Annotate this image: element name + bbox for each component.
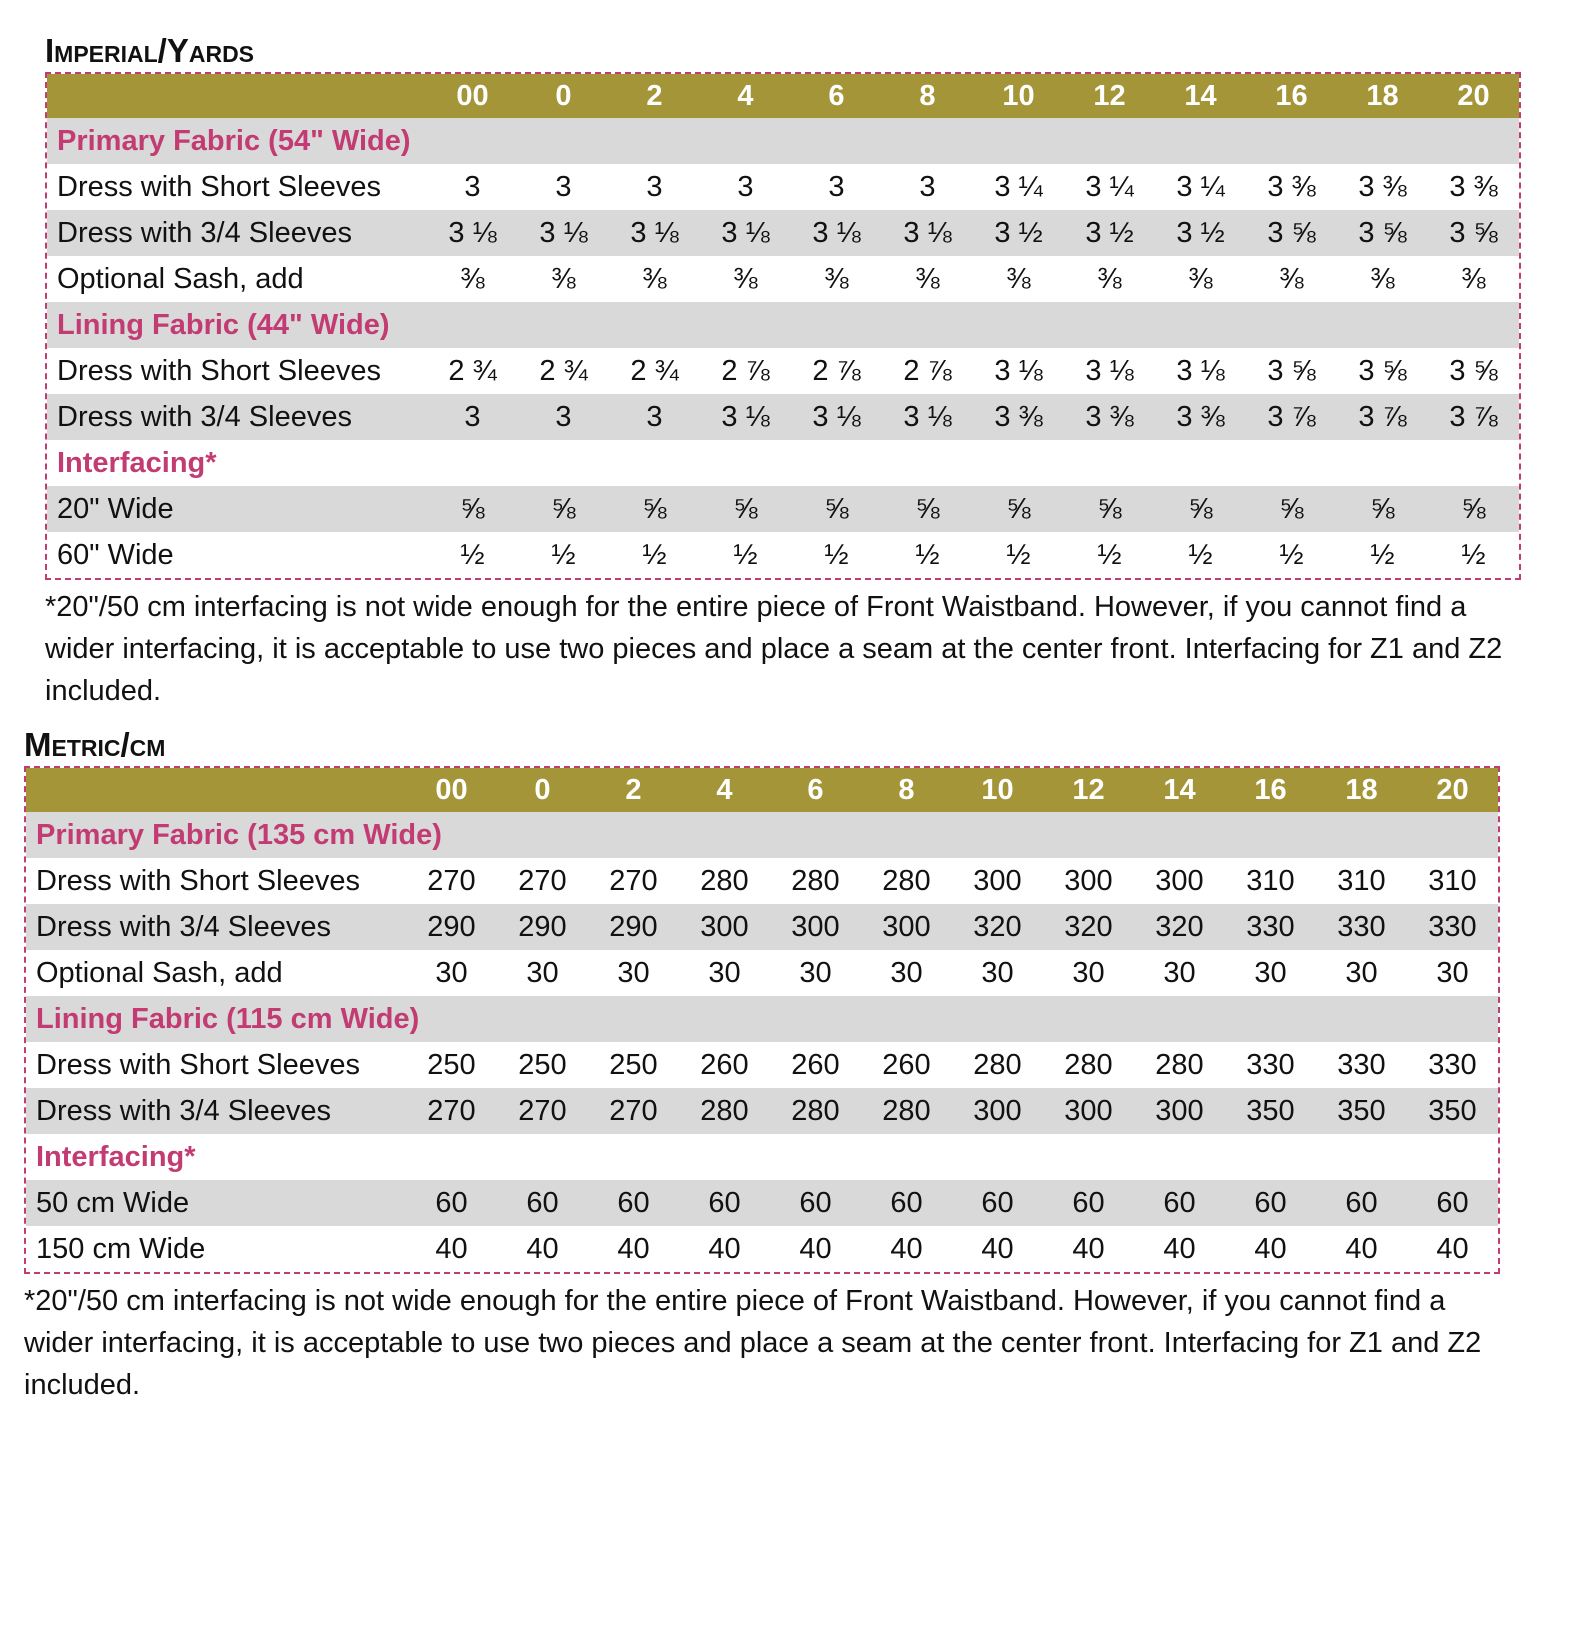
- yardage-cell: ⅝: [427, 486, 518, 532]
- yardage-cell: 2 ⅞: [700, 348, 791, 394]
- yardage-cell: ⅜: [973, 256, 1064, 302]
- yardage-cell: 60: [1407, 1180, 1498, 1226]
- imperial-yardage-table: [47, 74, 1519, 578]
- yardage-cell: 3 ⅞: [1337, 394, 1428, 440]
- yardage-cell: 280: [679, 858, 770, 904]
- yardage-cell: ½: [973, 532, 1064, 578]
- yardage-cell: 3: [700, 164, 791, 210]
- yardage-cell: 3 ⅞: [1246, 394, 1337, 440]
- yardage-cell: ½: [1428, 532, 1519, 578]
- size-header: 00: [427, 74, 518, 118]
- yardage-cell: 3 ½: [1064, 210, 1155, 256]
- yardage-cell: 2 ⅞: [882, 348, 973, 394]
- yardage-cell: 3 ⅛: [973, 348, 1064, 394]
- table-row: [26, 1088, 1498, 1134]
- yardage-cell: 320: [952, 904, 1043, 950]
- yardage-cell: ½: [1155, 532, 1246, 578]
- size-header: 6: [791, 74, 882, 118]
- yardage-cell: 3 ⅝: [1246, 210, 1337, 256]
- yardage-cell: ⅝: [1155, 486, 1246, 532]
- metric-title: Metric/cm: [24, 726, 166, 763]
- yardage-cell: ⅝: [1337, 486, 1428, 532]
- yardage-cell: 3: [427, 164, 518, 210]
- yardage-cell: 350: [1407, 1088, 1498, 1134]
- table-row: [47, 256, 1519, 302]
- row-label: 50 cm Wide: [26, 1180, 406, 1226]
- yardage-cell: ⅜: [427, 256, 518, 302]
- yardage-cell: 320: [1043, 904, 1134, 950]
- yardage-cell: ½: [700, 532, 791, 578]
- yardage-cell: 280: [861, 1088, 952, 1134]
- yardage-cell: 260: [861, 1042, 952, 1088]
- yardage-cell: 3 ⅛: [518, 210, 609, 256]
- yardage-cell: 270: [406, 1088, 497, 1134]
- yardage-cell: 3 ⅜: [1064, 394, 1155, 440]
- row-label: Dress with 3/4 Sleeves: [47, 394, 427, 440]
- yardage-cell: 2 ¾: [427, 348, 518, 394]
- yardage-cell: 310: [1225, 858, 1316, 904]
- yardage-cell: 3 ⅜: [973, 394, 1064, 440]
- yardage-cell: 30: [679, 950, 770, 996]
- fabric-group-label: Lining Fabric (44" Wide): [47, 302, 1519, 348]
- yardage-cell: 40: [1407, 1226, 1498, 1272]
- yardage-cell: 40: [952, 1226, 1043, 1272]
- yardage-cell: 3 ⅝: [1428, 348, 1519, 394]
- yardage-cell: 280: [1043, 1042, 1134, 1088]
- imperial-section: [45, 30, 1525, 712]
- fabric-group-row: [26, 996, 1498, 1042]
- fabric-group-row: [47, 118, 1519, 164]
- yardage-cell: 330: [1407, 1042, 1498, 1088]
- yardage-cell: 330: [1225, 904, 1316, 950]
- yardage-cell: 30: [497, 950, 588, 996]
- yardage-cell: 30: [952, 950, 1043, 996]
- yardage-cell: 3 ⅛: [791, 394, 882, 440]
- fabric-group-row: [26, 812, 1498, 858]
- yardage-cell: 310: [1316, 858, 1407, 904]
- row-label: 60" Wide: [47, 532, 427, 578]
- yardage-cell: 60: [588, 1180, 679, 1226]
- yardage-cell: 30: [861, 950, 952, 996]
- yardage-cell: ½: [1246, 532, 1337, 578]
- yardage-cell: 2 ¾: [609, 348, 700, 394]
- size-header: 6: [770, 768, 861, 812]
- imperial-footnote: *20"/50 cm interfacing is not wide enough for the entire piece of Front Waistband. However, if you cannot find a wider interfacing, it is acceptable to use two pieces and place a seam at the center front. Interfacing for Z1 and Z2 included.: [45, 591, 1503, 707]
- size-header-row: [26, 768, 1498, 812]
- size-header: 18: [1337, 74, 1428, 118]
- fabric-group-label: Primary Fabric (54" Wide): [47, 118, 1519, 164]
- yardage-cell: 3 ⅛: [427, 210, 518, 256]
- yardage-cell: 3 ⅜: [1155, 394, 1246, 440]
- yardage-cell: ½: [882, 532, 973, 578]
- yardage-cell: ⅜: [1246, 256, 1337, 302]
- yardage-cell: 3 ⅛: [882, 394, 973, 440]
- yardage-cell: 280: [952, 1042, 1043, 1088]
- yardage-cell: 270: [588, 1088, 679, 1134]
- fabric-group-label: Interfacing*: [47, 440, 1519, 486]
- row-label: Dress with 3/4 Sleeves: [26, 1088, 406, 1134]
- fabric-group-row: [47, 302, 1519, 348]
- yardage-cell: 3: [609, 394, 700, 440]
- yardage-cell: ½: [609, 532, 700, 578]
- yardage-cell: 300: [770, 904, 861, 950]
- yardage-cell: ½: [791, 532, 882, 578]
- yardage-cell: 3 ¼: [1155, 164, 1246, 210]
- yardage-cell: ⅝: [1064, 486, 1155, 532]
- size-header: 10: [973, 74, 1064, 118]
- yardage-cell: 270: [497, 1088, 588, 1134]
- yardage-cell: 40: [679, 1226, 770, 1272]
- fabric-group-label: Lining Fabric (115 cm Wide): [26, 996, 1498, 1042]
- yardage-cell: 60: [1134, 1180, 1225, 1226]
- yardage-cell: 40: [406, 1226, 497, 1272]
- yardage-cell: ⅝: [700, 486, 791, 532]
- yardage-cell: 40: [1316, 1226, 1407, 1272]
- yardage-cell: 330: [1316, 1042, 1407, 1088]
- yardage-cell: 3 ⅜: [1428, 164, 1519, 210]
- yardage-cell: 3 ⅜: [1337, 164, 1428, 210]
- yardage-cell: 270: [497, 858, 588, 904]
- size-header: 8: [861, 768, 952, 812]
- yardage-cell: 3 ⅝: [1337, 348, 1428, 394]
- yardage-cell: ⅝: [882, 486, 973, 532]
- yardage-cell: ½: [1337, 532, 1428, 578]
- imperial-title: Imperial/Yards: [45, 32, 255, 69]
- table-row: [26, 904, 1498, 950]
- yardage-cell: 3: [427, 394, 518, 440]
- yardage-cell: ⅝: [1428, 486, 1519, 532]
- yardage-cell: 30: [1316, 950, 1407, 996]
- yardage-cell: 3 ⅝: [1246, 348, 1337, 394]
- size-header: 16: [1225, 768, 1316, 812]
- yardage-cell: 3 ½: [1155, 210, 1246, 256]
- size-header: 20: [1428, 74, 1519, 118]
- size-header: 8: [882, 74, 973, 118]
- table-row: [26, 858, 1498, 904]
- table-row: [26, 1226, 1498, 1272]
- row-label: Dress with Short Sleeves: [47, 164, 427, 210]
- yardage-cell: 2 ⅞: [791, 348, 882, 394]
- size-header: 4: [679, 768, 770, 812]
- table-row: [47, 164, 1519, 210]
- yardage-cell: 3 ⅝: [1428, 210, 1519, 256]
- yardage-cell: 280: [679, 1088, 770, 1134]
- size-header: 14: [1155, 74, 1246, 118]
- yardage-cell: ⅜: [609, 256, 700, 302]
- row-label: 20" Wide: [47, 486, 427, 532]
- yardage-cell: 60: [1316, 1180, 1407, 1226]
- yardage-cell: 30: [770, 950, 861, 996]
- yardage-cell: 3 ⅛: [1155, 348, 1246, 394]
- yardage-cell: 3 ⅛: [1064, 348, 1155, 394]
- size-header: 10: [952, 768, 1043, 812]
- header-blank-cell: [26, 768, 406, 812]
- yardage-cell: ⅝: [791, 486, 882, 532]
- yardage-cell: 3: [609, 164, 700, 210]
- yardage-cell: 30: [1225, 950, 1316, 996]
- yardage-cell: 3 ⅞: [1428, 394, 1519, 440]
- yardage-cell: 350: [1316, 1088, 1407, 1134]
- yardage-cell: 3 ⅛: [700, 210, 791, 256]
- metric-yardage-table: [26, 768, 1498, 1272]
- yardage-cell: 330: [1407, 904, 1498, 950]
- table-row: [47, 532, 1519, 578]
- metric-section: [24, 724, 1504, 1406]
- yardage-cell: ⅜: [1428, 256, 1519, 302]
- table-row: [26, 1042, 1498, 1088]
- yardage-cell: ⅝: [518, 486, 609, 532]
- yardage-cell: 60: [497, 1180, 588, 1226]
- yardage-cell: ⅜: [700, 256, 791, 302]
- size-header-row: [47, 74, 1519, 118]
- yardage-cell: 3 ⅛: [609, 210, 700, 256]
- size-header: 16: [1246, 74, 1337, 118]
- row-label: Optional Sash, add: [47, 256, 427, 302]
- yardage-cell: 300: [952, 1088, 1043, 1134]
- size-header: 12: [1064, 74, 1155, 118]
- table-row: [47, 394, 1519, 440]
- size-header: 18: [1316, 768, 1407, 812]
- table-row: [47, 348, 1519, 394]
- yardage-cell: 60: [952, 1180, 1043, 1226]
- yardage-cell: 3 ¼: [1064, 164, 1155, 210]
- metric-footnote: *20"/50 cm interfacing is not wide enough for the entire piece of Front Waistband. However, if you cannot find a wider interfacing, it is acceptable to use two pieces and place a seam at the center front. Interfacing for Z1 and Z2 included.: [24, 1285, 1482, 1401]
- yardage-cell: 40: [497, 1226, 588, 1272]
- yardage-cell: 3 ⅝: [1337, 210, 1428, 256]
- row-label: Dress with Short Sleeves: [26, 858, 406, 904]
- yardage-cell: 60: [406, 1180, 497, 1226]
- yardage-cell: ⅜: [882, 256, 973, 302]
- size-header: 0: [518, 74, 609, 118]
- yardage-cell: 3: [882, 164, 973, 210]
- metric-table-frame: [24, 766, 1500, 1274]
- size-header: 00: [406, 768, 497, 812]
- fabric-group-row: [26, 1134, 1498, 1180]
- yardage-cell: 300: [1134, 1088, 1225, 1134]
- yardage-cell: 3: [518, 164, 609, 210]
- yardage-cell: ½: [518, 532, 609, 578]
- yardage-cell: 3 ⅛: [700, 394, 791, 440]
- header-blank-cell: [47, 74, 427, 118]
- yardage-cell: 300: [861, 904, 952, 950]
- yardage-cell: 40: [1225, 1226, 1316, 1272]
- yardage-cell: 60: [770, 1180, 861, 1226]
- yardage-cell: 60: [1225, 1180, 1316, 1226]
- yardage-cell: 300: [1134, 858, 1225, 904]
- yardage-cell: ⅝: [973, 486, 1064, 532]
- yardage-cell: 260: [770, 1042, 861, 1088]
- yardage-cell: 350: [1225, 1088, 1316, 1134]
- yardage-cell: 3 ⅜: [1246, 164, 1337, 210]
- size-header: 4: [700, 74, 791, 118]
- size-header: 20: [1407, 768, 1498, 812]
- yardage-cell: 280: [1134, 1042, 1225, 1088]
- yardage-cell: 300: [952, 858, 1043, 904]
- yardage-cell: 40: [1134, 1226, 1225, 1272]
- yardage-cell: 310: [1407, 858, 1498, 904]
- yardage-cell: 40: [861, 1226, 952, 1272]
- fabric-group-label: Interfacing*: [26, 1134, 1498, 1180]
- yardage-cell: 40: [1043, 1226, 1134, 1272]
- yardage-cell: 30: [588, 950, 679, 996]
- yardage-cell: 60: [1043, 1180, 1134, 1226]
- yardage-cell: ⅜: [518, 256, 609, 302]
- yardage-cell: 300: [679, 904, 770, 950]
- yardage-cell: 330: [1316, 904, 1407, 950]
- yardage-cell: ⅝: [609, 486, 700, 532]
- yardage-cell: ⅝: [1246, 486, 1337, 532]
- row-label: Dress with 3/4 Sleeves: [47, 210, 427, 256]
- yardage-cell: 250: [497, 1042, 588, 1088]
- yardage-cell: 3 ⅛: [791, 210, 882, 256]
- table-row: [47, 210, 1519, 256]
- yardage-cell: 2 ¾: [518, 348, 609, 394]
- size-header: 12: [1043, 768, 1134, 812]
- yardage-cell: 250: [588, 1042, 679, 1088]
- yardage-cell: 280: [770, 1088, 861, 1134]
- yardage-cell: ⅜: [1155, 256, 1246, 302]
- row-label: 150 cm Wide: [26, 1226, 406, 1272]
- fabric-group-row: [47, 440, 1519, 486]
- table-row: [26, 950, 1498, 996]
- yardage-cell: 3: [518, 394, 609, 440]
- row-label: Dress with Short Sleeves: [26, 1042, 406, 1088]
- yardage-cell: 250: [406, 1042, 497, 1088]
- yardage-cell: 290: [406, 904, 497, 950]
- yardage-cell: 60: [679, 1180, 770, 1226]
- yardage-cell: 290: [588, 904, 679, 950]
- yardage-cell: 270: [406, 858, 497, 904]
- yardage-cell: 290: [497, 904, 588, 950]
- yardage-cell: 260: [679, 1042, 770, 1088]
- table-row: [47, 486, 1519, 532]
- row-label: Dress with Short Sleeves: [47, 348, 427, 394]
- size-header: 2: [609, 74, 700, 118]
- yardage-cell: ½: [427, 532, 518, 578]
- yardage-cell: ½: [1064, 532, 1155, 578]
- size-header: 2: [588, 768, 679, 812]
- yardage-cell: 3 ½: [973, 210, 1064, 256]
- fabric-group-label: Primary Fabric (135 cm Wide): [26, 812, 1498, 858]
- yardage-cell: 280: [770, 858, 861, 904]
- yardage-cell: 30: [406, 950, 497, 996]
- size-header: 0: [497, 768, 588, 812]
- yardage-cell: 3 ¼: [973, 164, 1064, 210]
- yardage-cell: ⅜: [1064, 256, 1155, 302]
- yardage-cell: 30: [1407, 950, 1498, 996]
- yardage-cell: 330: [1225, 1042, 1316, 1088]
- yardage-cell: 60: [861, 1180, 952, 1226]
- row-label: Dress with 3/4 Sleeves: [26, 904, 406, 950]
- yardage-cell: 30: [1043, 950, 1134, 996]
- yardage-cell: ⅜: [791, 256, 882, 302]
- yardage-cell: 40: [588, 1226, 679, 1272]
- size-header: 14: [1134, 768, 1225, 812]
- yardage-cell: 300: [1043, 1088, 1134, 1134]
- yardage-cell: 300: [1043, 858, 1134, 904]
- yardage-cell: ⅜: [1337, 256, 1428, 302]
- table-row: [26, 1180, 1498, 1226]
- row-label: Optional Sash, add: [26, 950, 406, 996]
- yardage-cell: 280: [861, 858, 952, 904]
- imperial-table-frame: [45, 72, 1521, 580]
- yardage-cell: 3 ⅛: [882, 210, 973, 256]
- yardage-cell: 320: [1134, 904, 1225, 950]
- yardage-cell: 30: [1134, 950, 1225, 996]
- yardage-cell: 3: [791, 164, 882, 210]
- yardage-cell: 270: [588, 858, 679, 904]
- yardage-cell: 40: [770, 1226, 861, 1272]
